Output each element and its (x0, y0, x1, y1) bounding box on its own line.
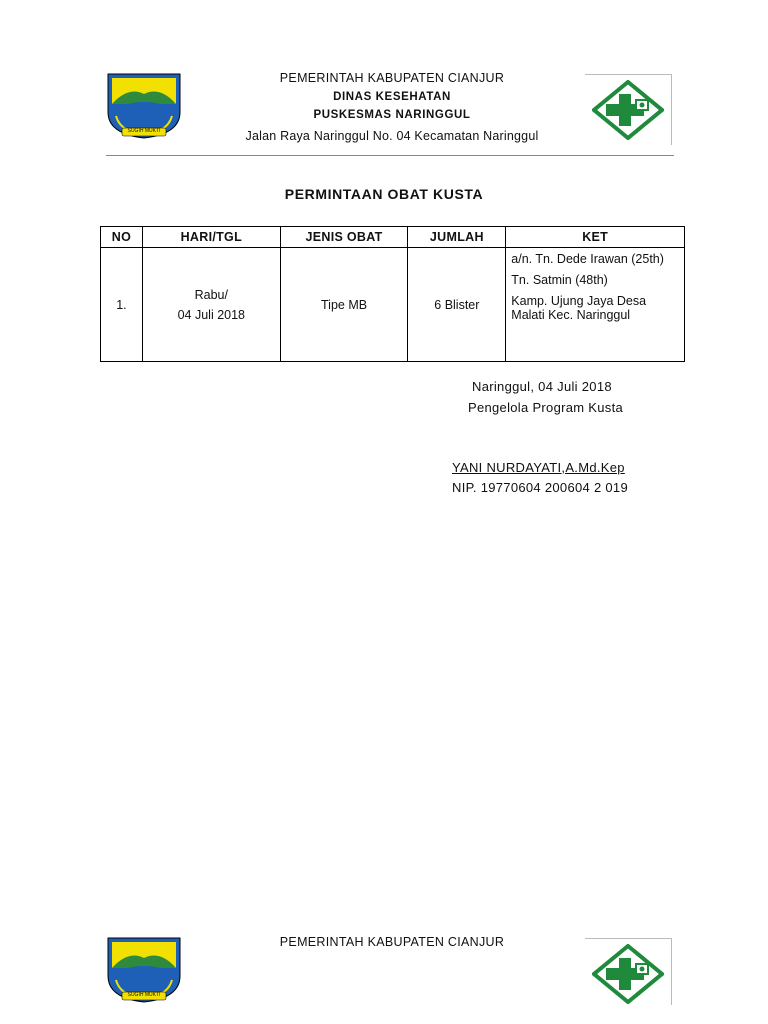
puskesmas-cross-icon-footer (592, 944, 664, 1004)
crest-motto-footer: SUGIH MUKTI (127, 992, 161, 998)
table-header-row (101, 227, 685, 248)
header-puskesmas: PUSKESMAS NARINGGUL (313, 109, 471, 121)
col-header-drug: JENIS OBAT (280, 227, 408, 248)
signature-nip: NIP. 19770604 200604 2 019 (452, 480, 628, 495)
header-address: Jalan Raya Naringgul No. 04 Kecamatan Naringgul (245, 129, 539, 143)
cell-drug: Tipe MB (280, 248, 408, 362)
header-divider (106, 155, 674, 156)
col-header-no: NO (101, 227, 143, 248)
col-header-date: HARI/TGL (142, 227, 280, 248)
crest-motto: SUGIH MUKTI (127, 128, 161, 134)
cell-ket (506, 248, 685, 362)
puskesmas-cross-icon (592, 80, 664, 140)
table-row (101, 248, 685, 362)
footer-government: PEMERINTAH KABUPATEN CIANJUR (279, 935, 505, 949)
ket-line-patient-2: Tn. Satmin (48th) (511, 273, 608, 287)
signature-role: Pengelola Program Kusta (468, 400, 624, 415)
cell-day: Rabu/ (194, 287, 228, 302)
header-department: DINAS KESEHATAN (333, 91, 451, 103)
document-title: PERMINTAAN OBAT KUSTA (284, 186, 484, 202)
cell-no: 1. (101, 248, 143, 362)
col-header-ket: KET (506, 227, 685, 248)
cell-qty: 6 Blister (408, 248, 506, 362)
cell-date-value: 04 Juli 2018 (177, 307, 246, 322)
signature-name: YANI NURDAYATI,A.Md.Kep (452, 460, 625, 475)
request-table (100, 226, 685, 362)
header-government: PEMERINTAH KABUPATEN CIANJUR (279, 71, 505, 85)
signature-place-date: Naringgul, 04 Juli 2018 (472, 379, 612, 394)
ket-line-patient-1: a/n. Tn. Dede Irawan (25th) (511, 252, 664, 266)
col-header-qty: JUMLAH (408, 227, 506, 248)
ket-line-address: Kamp. Ujung Jaya Desa Malati Kec. Naringgul (511, 294, 647, 322)
cell-date (142, 248, 280, 362)
